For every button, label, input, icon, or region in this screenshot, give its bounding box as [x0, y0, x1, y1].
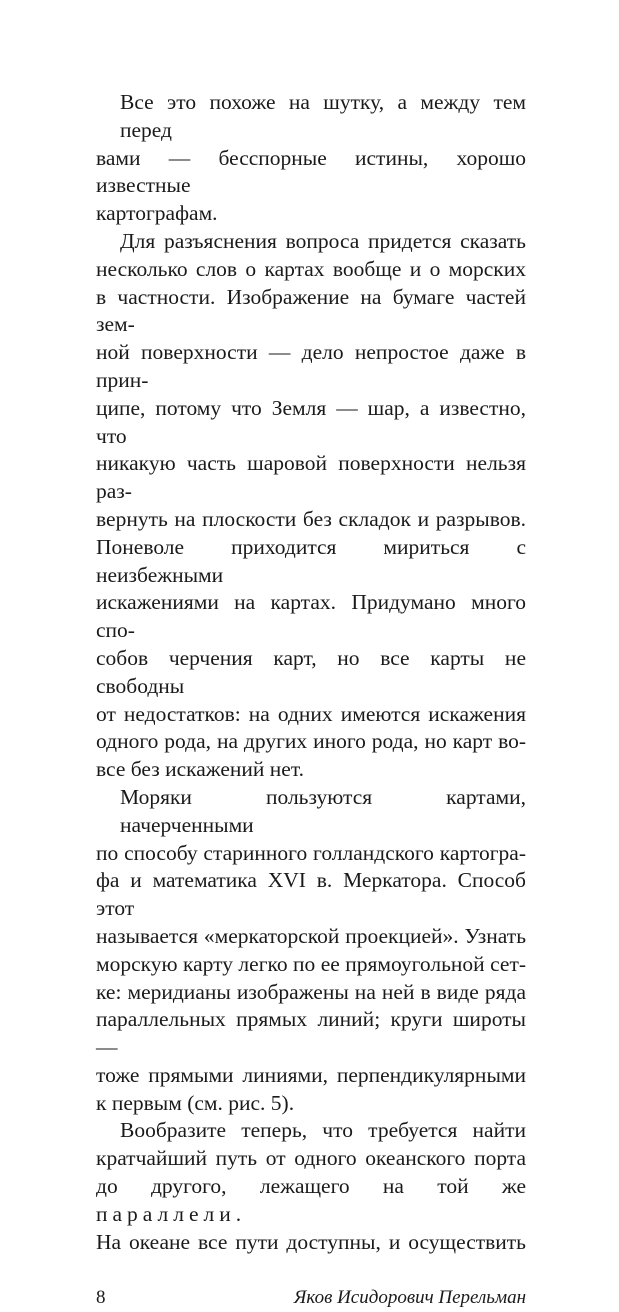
text-line: по способу старинного голландского картогра- — [96, 840, 526, 865]
text-line: называется «меркаторской проекцией». Узнать — [96, 923, 526, 948]
page-number: 8 — [96, 1287, 106, 1309]
text-line: картографам. — [96, 201, 218, 226]
text-line: ной поверхности — дело непростое даже в прин- — [96, 340, 526, 392]
text-line: Все это похоже на шутку, а между тем перед — [120, 90, 526, 142]
text-line: На океане все пути доступны, и осуществить — [96, 1229, 526, 1254]
text-line: Для разъяснения вопроса придется сказать — [120, 228, 526, 253]
text-line: одного рода, на других иного рода, но карт во- — [96, 729, 526, 754]
text-line: ципе, потому что Земля — шар, а известно, что — [96, 395, 526, 448]
text-line: собов черчения карт, но все карты не свободны — [96, 645, 526, 698]
text-line: несколько слов о картах вообще и о морских — [96, 256, 526, 281]
text-line: в частности. Изображение на бумаге частей зем- — [96, 284, 526, 337]
text-line: вами — бесспорные истины, хорошо известные — [96, 145, 526, 198]
page-body — [96, 0, 526, 1256]
text-line: ке: меридианы изображены на ней в виде ряда — [96, 979, 526, 1004]
page-footer — [96, 1284, 526, 1312]
text-line: все без искажений нет. — [96, 757, 304, 782]
text-segment: . — [235, 1201, 242, 1226]
text-line: вернуть на плоскости без складок и разрывов. — [96, 506, 526, 531]
text-line: к первым (см. рис. 5). — [96, 1090, 295, 1115]
text-line: параллельных прямых линий; круги широты — — [96, 1007, 526, 1060]
running-title: Яков Исидорович Перельман — [293, 1287, 526, 1309]
text-line — [96, 1173, 526, 1229]
text-line: Моряки пользуются картами, начерченными — [120, 784, 526, 837]
text-segment: до другого, лежащего на той же — [96, 1174, 526, 1199]
text-line: Вообразите теперь, что требуется найти — [120, 1118, 526, 1143]
text-line: от недостатков: на одних имеются искажения — [96, 701, 526, 726]
text-line: кратчайший путь от одного океанского порта — [96, 1146, 526, 1171]
text-line: морскую карту легко по ее прямоугольной сет- — [96, 951, 526, 976]
text-line: фа и математика XVI в. Меркатора. Способ этот — [96, 868, 526, 921]
emphasized-word: параллели — [96, 1201, 236, 1226]
text-line: искажениями на картах. Придумано много спо- — [96, 590, 526, 643]
text-line: тоже прямыми линиями, перпендикулярными — [96, 1062, 526, 1087]
text-line: Поневоле приходится мириться с неизбежными — [96, 534, 526, 587]
text-line: никакую часть шаровой поверхности нельзя раз- — [96, 451, 526, 504]
